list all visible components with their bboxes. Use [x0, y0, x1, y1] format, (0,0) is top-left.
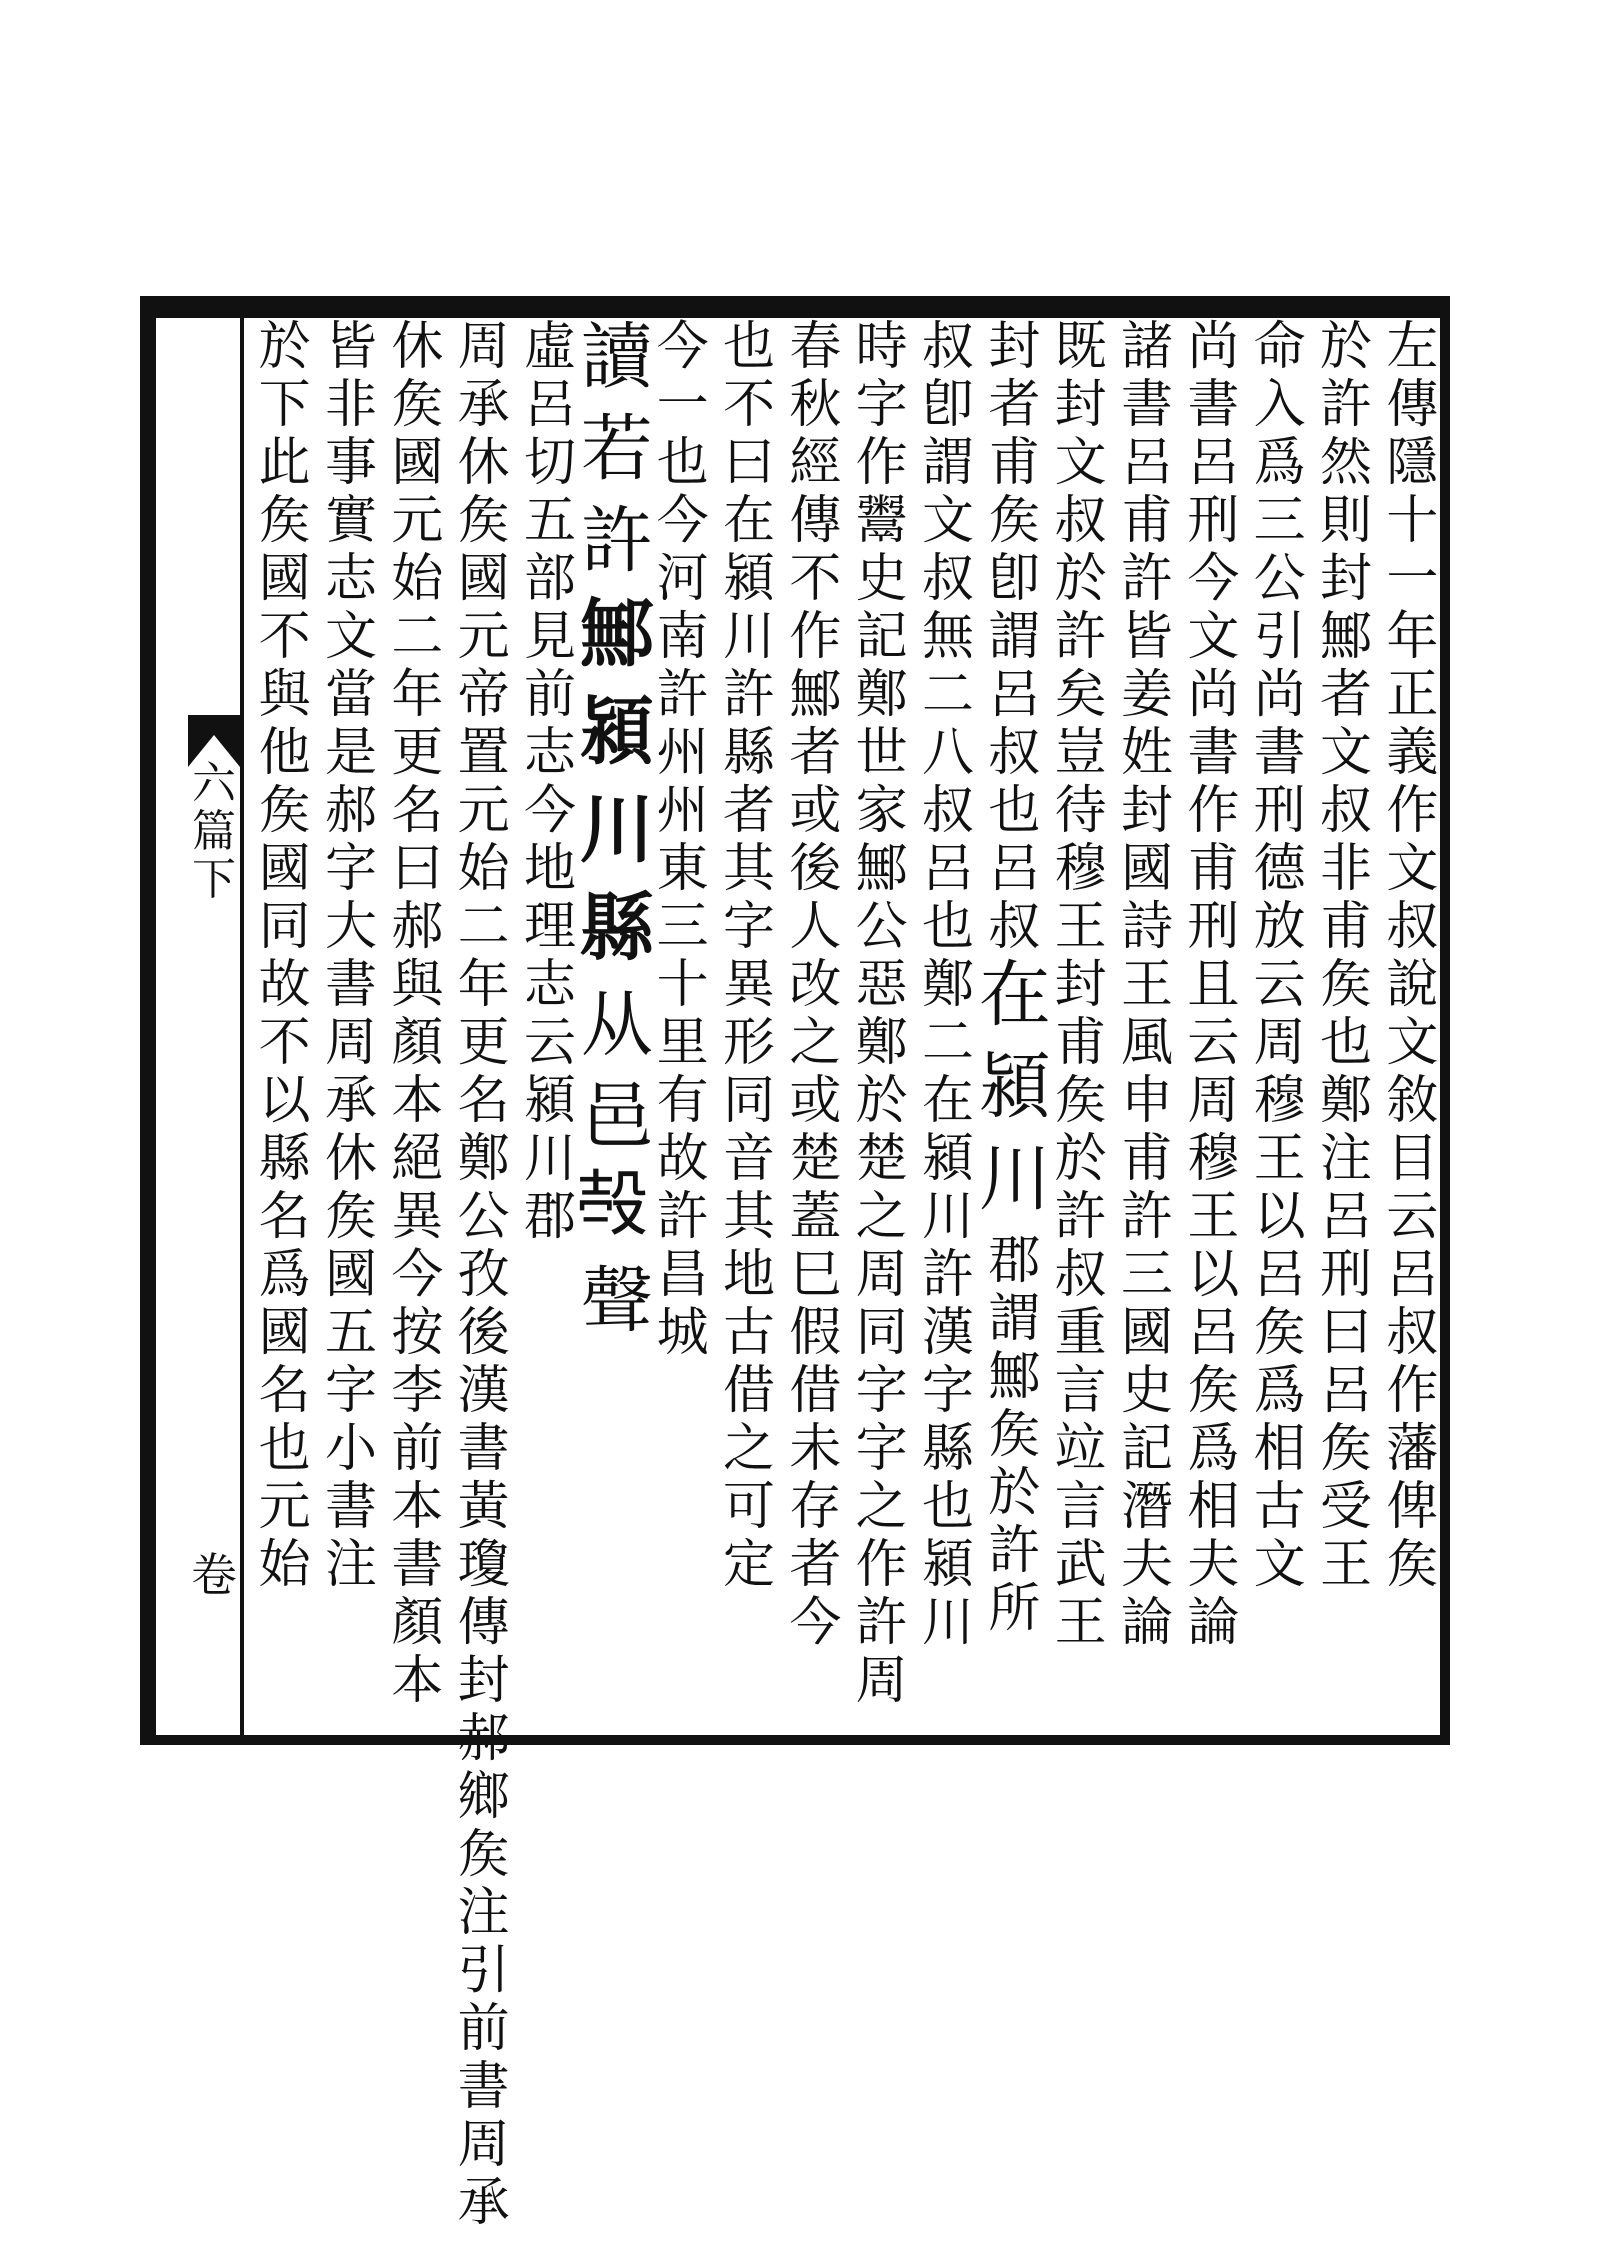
margin-char: 下 — [192, 854, 236, 905]
margin-page-marker: 卷 — [191, 1548, 237, 1602]
text-column-5 — [1111, 318, 1173, 1728]
text-column-14 — [514, 318, 576, 1728]
text-column-2 — [1310, 318, 1372, 1728]
column-text: 郡謂鄦矦於許所 — [978, 1232, 1039, 1638]
column-text: 於下此矦國不與他矦國同故不以縣名爲國名也元始 — [249, 318, 310, 1594]
column-text: 春秋經傳不作鄦者或後人改之或楚蓋巳假借未存者今 — [779, 318, 840, 1652]
text-column-18 — [248, 318, 310, 1728]
margin-column-rule — [240, 318, 244, 1735]
column-text: 見前志今地理志云潁川郡 — [514, 608, 575, 1246]
text-column-15 — [447, 318, 509, 2232]
text-column-11 — [713, 318, 775, 1728]
text-column-4 — [1177, 318, 1239, 1728]
text-column-1 — [1376, 318, 1438, 1728]
headword-reading: 讀若許 — [568, 318, 653, 594]
text-column-7 — [966, 318, 1051, 1728]
frame-right-border — [1440, 296, 1450, 1745]
text-column-9 — [845, 318, 907, 1728]
column-text: 時字作鬻史記鄭世家鄦公惡鄭於楚之周同字字之作許周 — [846, 318, 907, 1710]
frame-bottom-border — [140, 1735, 1450, 1745]
text-column-6 — [1044, 318, 1106, 1728]
column-text: 周承休矦國元帝置元始二年更名鄭公孜後漢書黃瓊傳封郝鄉矦注引前書周承 — [448, 318, 509, 2232]
column-text: 命入爲三公引尚書刑德放云周穆王以呂矦爲相古文 — [1244, 318, 1305, 1594]
column-text: 今一也今河南許州州東三十里有故許昌城 — [647, 318, 708, 1362]
column-text: 尚書呂刑今文尚書作甫刑且云周穆王以呂矦爲相夫論 — [1177, 318, 1238, 1652]
column-text: 既封文叔於許矣豈待穆王封甫矦於許叔重言竝言武王 — [1045, 318, 1106, 1652]
text-column-8 — [912, 318, 974, 1728]
column-text: 休矦國元始二年更名曰郝與顏本絕異今按李前本書顏本 — [381, 318, 442, 1710]
text-column-17 — [315, 318, 377, 1728]
text-column-12 — [646, 318, 708, 1728]
column-text: 也不曰在潁川許縣者其字異形同音其地古借之可定 — [713, 318, 774, 1594]
text-column-3 — [1243, 318, 1305, 1728]
text-column-13 — [567, 318, 654, 1728]
seal-headword: 鄦潁川縣 — [567, 594, 654, 986]
column-large-text: 在潁川 — [966, 956, 1051, 1232]
margin-char: 篇 — [192, 806, 236, 857]
column-text: 於許然則封鄦者文叔非甫矦也鄭注呂刑曰呂矦受王 — [1310, 318, 1371, 1594]
column-text: 叔卽謂文叔無二八叔呂也鄭二在潁川許漢字縣也潁川 — [912, 318, 973, 1652]
text-column-10 — [779, 318, 841, 1728]
frame-left-border — [140, 296, 156, 1745]
column-text: 封者甫矦卽謂呂叔也呂叔 — [978, 318, 1039, 956]
fanqie-note: 虛呂切 — [514, 318, 575, 492]
column-text: 左傳隱十一年正義作文叔說文敘目云呂叔作藩俾矦 — [1376, 318, 1437, 1594]
text-column-16 — [381, 318, 443, 1728]
headword-phonetic: 从邑𣪊聲 — [568, 986, 653, 1354]
frame-top-border — [140, 296, 1450, 318]
column-text: 諸書呂甫許皆姜姓封國詩王風申甫許三國史記潛夫論 — [1111, 318, 1172, 1652]
margin-chapter-label — [188, 760, 240, 904]
margin-char: 六 — [192, 758, 236, 809]
rhyme-group-note: 五部 — [514, 492, 575, 608]
column-text: 皆非事實志文當是郝字大書周承休矦國五字小書注 — [315, 318, 376, 1594]
